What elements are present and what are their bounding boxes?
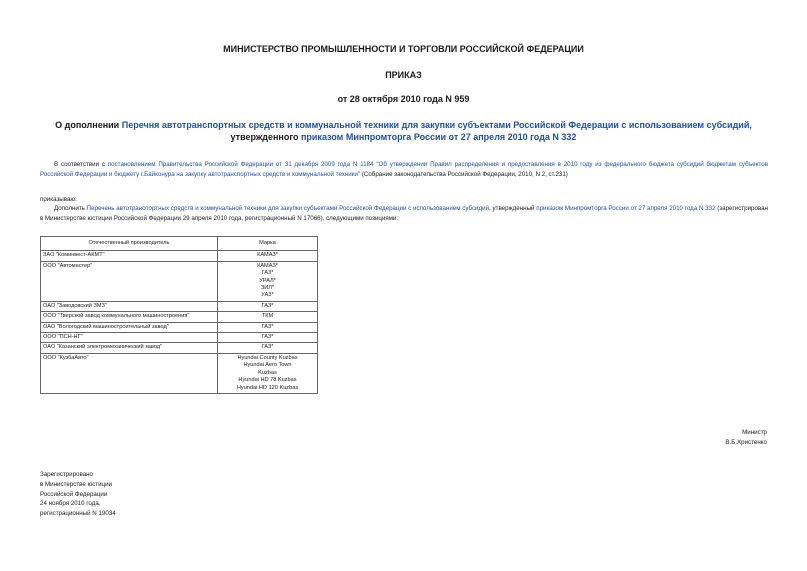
brand-cell	[218, 251, 318, 261]
table-header-row	[41, 237, 318, 251]
order-link-list[interactable]: Перечень автотранспортных средств и коммунальной техники для закупки субъектами Российской Федерации с использованием субсидий	[86, 205, 490, 212]
brand-cell	[218, 312, 318, 322]
order-link-order[interactable]: приказом Минпромторга России от 27 апреля 2010 года N 332	[536, 205, 716, 212]
brand-item: Hyundai County Kuzbas	[237, 354, 298, 361]
registration-line: в Министерстве юстиции	[40, 480, 113, 488]
table-row	[41, 333, 318, 343]
registration-line: 24 ноября 2010 года,	[40, 500, 101, 508]
brand-cell	[218, 353, 318, 393]
header-manufacturer: Отечественный производитель	[41, 237, 218, 251]
date-number-heading: от 28 октября 2010 года N 959	[337, 94, 470, 104]
brand-item: ГАЗ*	[261, 302, 274, 309]
table-row	[41, 251, 318, 261]
manufacturer-cell: ООО "КузбаАвто"	[41, 353, 218, 393]
brand-item: ГАЗ*	[261, 344, 274, 351]
brand-item: КАМАЗ*	[257, 252, 278, 259]
brand-item: ГАЗ*	[261, 270, 274, 277]
manufacturer-cell: ОАО "Заводовский ЗМЗ"	[41, 301, 218, 311]
ministry-heading: МИНИСТЕРСТВО ПРОМЫШЛЕННОСТИ И ТОРГОВЛИ РОССИЙСКОЙ ФЕДЕРАЦИИ	[223, 44, 584, 54]
brand-item: Hyundai HD 78 Kuzbas	[238, 377, 297, 384]
table-row	[41, 353, 318, 393]
manufacturer-cell: ООО "ПСН-НГ"	[41, 333, 218, 343]
order-part2: , утвержденный	[489, 205, 537, 212]
manufacturers-table	[40, 236, 318, 394]
brand-item: УРАЛ*	[259, 277, 276, 284]
doc-type-heading: ПРИКАЗ	[385, 70, 422, 80]
subject-link-list[interactable]: Перечня автотранспортных средств и коммунальной техники для закупки субъектами Российской Федерации с использованием субсидий,	[121, 120, 752, 130]
order-subject	[40, 119, 767, 143]
manufacturer-cell: ОАО "Казанский электромеханический завод"	[41, 343, 218, 353]
registration-line: Зарегистрировано	[40, 471, 93, 478]
table-row	[41, 261, 318, 301]
registration-line: Российской Федерации	[40, 490, 108, 498]
table-row	[41, 301, 318, 311]
subject-link-order[interactable]: приказом Минпромторга России от 27 апреля 2010 года N 332	[300, 132, 577, 142]
preamble-part1: В соответствии с	[54, 161, 108, 168]
signature-name: В.Б.Христенко	[725, 438, 767, 446]
brand-item: ГАЗ*	[261, 334, 274, 341]
brand-item: ЗИЛ*	[260, 285, 275, 292]
brand-item: ГАЗ*	[261, 323, 274, 330]
signature-block	[725, 428, 767, 447]
subject-middle: утвержденного	[230, 132, 301, 142]
preamble-link-resolution[interactable]: постановлением Правительства Российской Федерации от 31 декабря 2009 года N 1184 "Об утверждении Правил распределения и предоставления в 2010 году из федерального бюджета субсидий бюджетам субъектов Российской Федерации и бюджету г.Байконура на закупку автотранспортных средств и коммунальной техники"	[40, 161, 768, 178]
brand-cell	[218, 301, 318, 311]
preamble-part2: (Собрание законодательства Российской Федерации, 2010, N 2, ст.231)	[360, 170, 568, 178]
order-part1: Дополнить	[54, 205, 87, 212]
subject-prefix: О дополнении	[55, 120, 122, 130]
order-part3: (зарегистрирован в Министерстве юстиции Российской Федерации 29 апреля 2010 года, регистрационный N 17066), следующими позициями:	[40, 205, 768, 222]
brand-cell	[218, 261, 318, 301]
brand-cell	[218, 343, 318, 353]
table-row	[41, 343, 318, 353]
manufacturer-cell: ООО "Автомастер"	[41, 261, 218, 301]
table-row	[41, 322, 318, 332]
manufacturer-cell: ОАО "Вологодский машиностроительный завод"	[41, 322, 218, 332]
order-word: приказываю:	[40, 196, 77, 203]
brand-item: УАЗ*	[261, 292, 274, 299]
brand-cell	[218, 333, 318, 343]
table-body	[41, 251, 318, 394]
registration-block	[40, 470, 116, 519]
brand-item: Hyundai HD 120 Kuzbas	[236, 384, 299, 391]
brand-item: ТКМ	[261, 313, 274, 320]
brand-item: Kuzbas	[258, 369, 277, 376]
signature-title: Министр	[742, 429, 767, 436]
order-paragraph	[40, 204, 768, 223]
preamble-paragraph	[40, 160, 768, 179]
header-brand: Марка	[218, 237, 318, 251]
registration-line: регистрационный N 19034	[40, 510, 116, 518]
brand-item: КАМАЗ*	[257, 262, 278, 269]
brand-cell	[218, 322, 318, 332]
table-row	[41, 312, 318, 322]
manufacturer-cell: ООО "Тверской завод коммунального машиностроения"	[41, 312, 218, 322]
brand-item: Hyundai Aero Town	[243, 362, 292, 369]
manufacturer-cell: ЗАО "Коминвест-АКМТ"	[41, 251, 218, 261]
